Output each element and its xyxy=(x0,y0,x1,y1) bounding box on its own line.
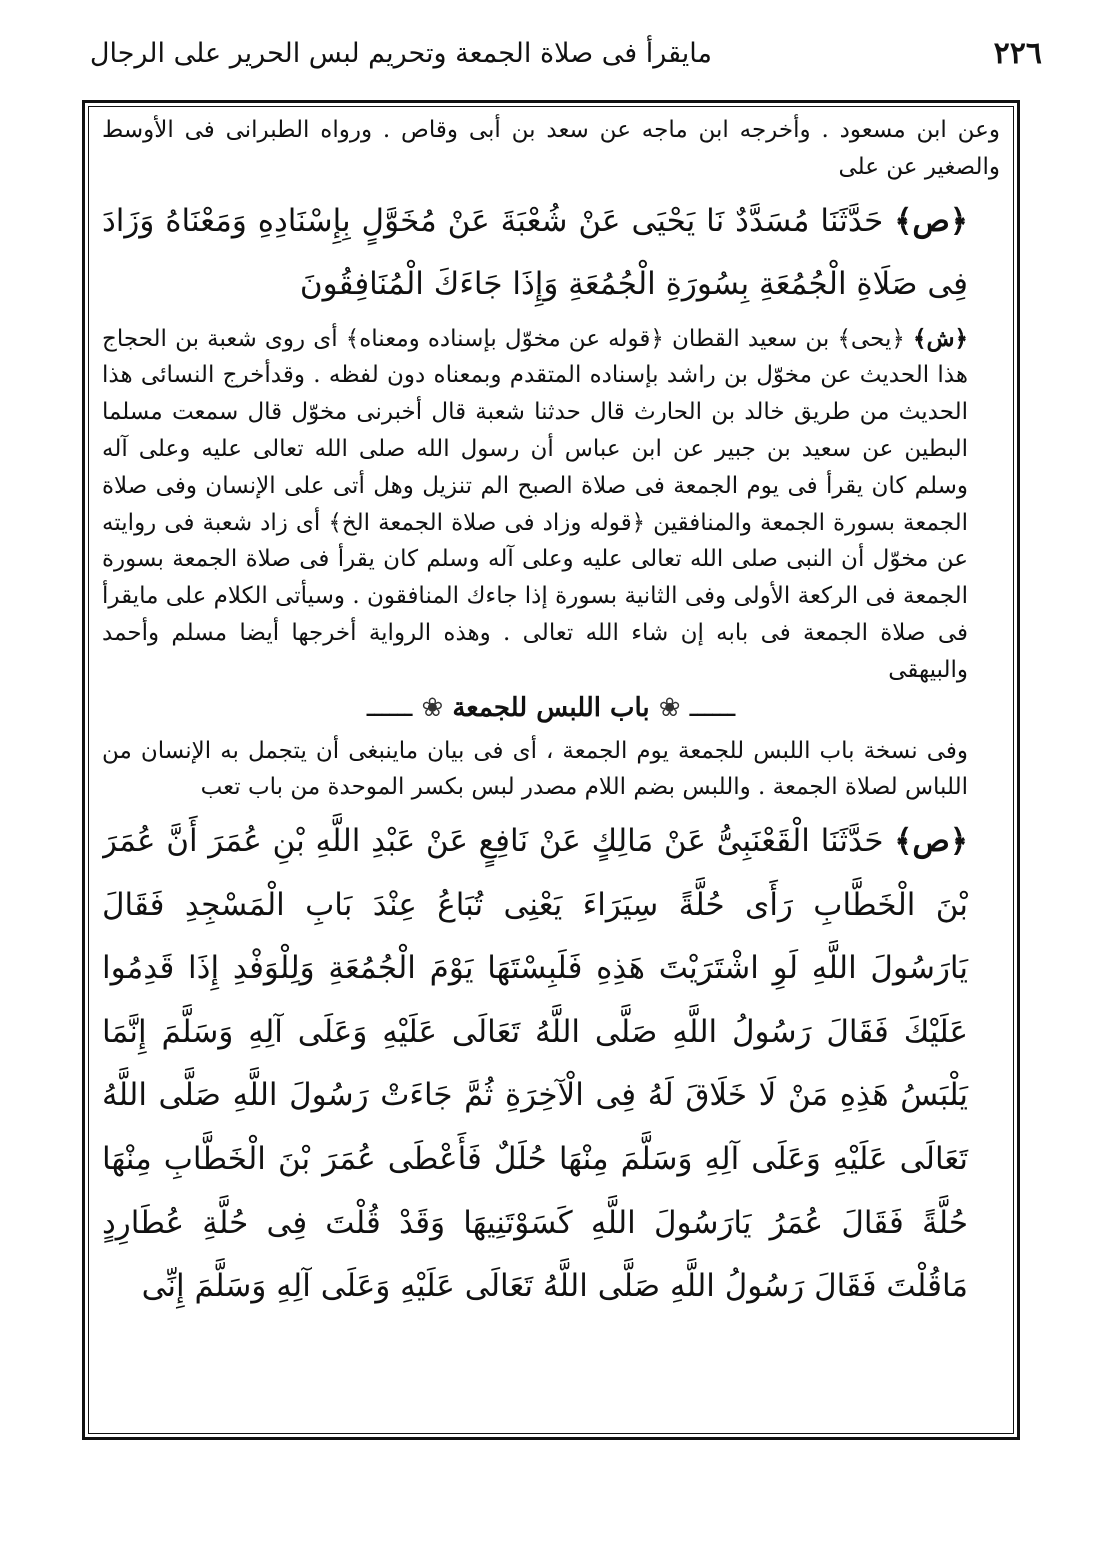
page-header xyxy=(89,34,1042,84)
commentary-paragraph-1 xyxy=(102,321,1000,689)
page-body xyxy=(102,112,1000,1428)
hadith-paragraph-2 xyxy=(102,810,1000,1318)
commentary-text-1: ﴿يحى﴾ بن سعيد القطان ﴿قوله عن مخوّل بإسناده ومعناه﴾ أى روى شعبة بن الحجاج هذا الحديث عن مخوّل بن راشد بإسناده المتقدم وبمعناه دون لفظه . وقدأخرج النسائى هذا الحديث من طريق خالد بن الحارث قال حدثنا شعبة قال أخبرنى مخوّل قال سمعت مسلما البطين عن سعيد بن جبير عن ابن عباس أن رسول الله صلى الله تعالى عليه وعلى آله وسلم كان يقرأ فى يوم الجمعة فى صلاة الصبح الم تنزيل وهل أتى على الإنسان وفى صلاة الجمعة بسورة الجمعة والمنافقين ﴿قوله وزاد فى صلاة الجمعة الخ﴾ أى زاد شعبة فى روايته عن مخوّل أن النبى صلى الله تعالى عليه وعلى آله وسلم كان يقرأ فى صلاة الجمعة بسورة الجمعة فى الركعة الأولى وفى الثانية بسورة إذا جاءك المنافقون . وسيأتى الكلام على مايقرأ فى صلاة الجمعة فى بابه إن شاء الله تعالى . وهذه الرواية أخرجها أيضا مسلم وأحمد والبيهقى xyxy=(102,325,968,683)
hadith-paragraph-1 xyxy=(102,190,1000,317)
hadith-text-2: حَدَّثَنَا الْقَعْنَبِىُّ عَنْ مَالِكٍ عَنْ نَافِعٍ عَنْ عَبْدِ اللَّهِ بْنِ عُمَرَ أَنَّ عُمَرَ بْنَ الْخَطَّابِ رَأَى حُلَّةً سِيَرَاءَ يَعْنِى تُبَاعُ عِنْدَ بَابِ الْمَسْجِدِ فَقَالَ يَارَسُولَ اللَّهِ لَوِ اشْتَرَيْتَ هَذِهِ فَلَبِسْتَهَا يَوْمَ الْجُمُعَةِ وَلِلْوَفْدِ إِذَا قَدِمُوا عَلَيْكَ فَقَالَ رَسُولُ اللَّهِ صَلَّى اللَّهُ تَعَالَى عَلَيْهِ وَعَلَى آلِهِ وَسَلَّمَ إِنَّمَا يَلْبَسُ هَذِهِ مَنْ لَا خَلَاقَ لَهُ فِى الْآخِرَةِ ثُمَّ جَاءَتْ رَسُولَ اللَّهِ صَلَّى اللَّهُ تَعَالَى عَلَيْهِ وَعَلَى آلِهِ وَسَلَّمَ مِنْهَا حُلَلٌ فَأَعْطَى عُمَرَ بْنَ الْخَطَّابِ مِنْهَا حُلَّةً فَقَالَ عُمَرُ يَارَسُولَ اللَّهِ كَسَوْتَنِيهَا وَقَدْ قُلْتَ فِى حُلَّةِ عُطَارِدٍ مَاقُلْتَ فَقَالَ رَسُولُ اللَّهِ صَلَّى اللَّهُ تَعَالَى عَلَيْهِ وَعَلَى آلِهِ وَسَلَّمَ إِنِّى xyxy=(102,823,968,1305)
intro-paragraph: وعن ابن مسعود . وأخرجه ابن ماجه عن سعد بن أبى وقاص . ورواه الطبرانى فى الأوسط والصغير عن على xyxy=(102,117,1000,180)
hadith-marker-sad-2: ﴿ص﴾ xyxy=(894,823,968,860)
chapter-heading xyxy=(102,693,1000,723)
hadith-marker-sad: ﴿ص﴾ xyxy=(894,202,969,239)
running-title: مايقرأ فى صلاة الجمعة وتحريم لبس الحرير على الرجال xyxy=(89,38,712,69)
chapter-dash-left: ــــــ xyxy=(366,692,413,723)
page-number: ٢٢٦ xyxy=(993,36,1042,71)
ornament-left-icon: ❀ xyxy=(421,692,444,723)
chapter-dash-right: ــــــ xyxy=(689,692,736,723)
hadith-text-1: حَدَّثَنَا مُسَدَّدٌ نَا يَحْيَى عَنْ شُعْبَةَ عَنْ مُخَوَّلٍ بِإِسْنَادِهِ وَمَعْنَاهُ وَزَادَ فِى صَلَاةِ الْجُمُعَةِ بِسُورَةِ الْجُمُعَةِ وَإِذَا جَاءَكَ الْمُنَافِقُونَ xyxy=(102,202,968,303)
chapter-note-paragraph: وفى نسخة باب اللبس للجمعة يوم الجمعة ، أى فى بيان ماينبغى أن يتجمل به الإنسان من اللباس لصلاة الجمعة . واللبس بضم اللام مصدر لبس بكسر الموحدة من باب تعب xyxy=(102,737,968,801)
chapter-title: باب اللبس للجمعة xyxy=(452,692,650,723)
commentary-marker-shin: ﴿ش﴾ xyxy=(912,324,969,352)
ornament-right-icon: ❀ xyxy=(658,692,681,723)
